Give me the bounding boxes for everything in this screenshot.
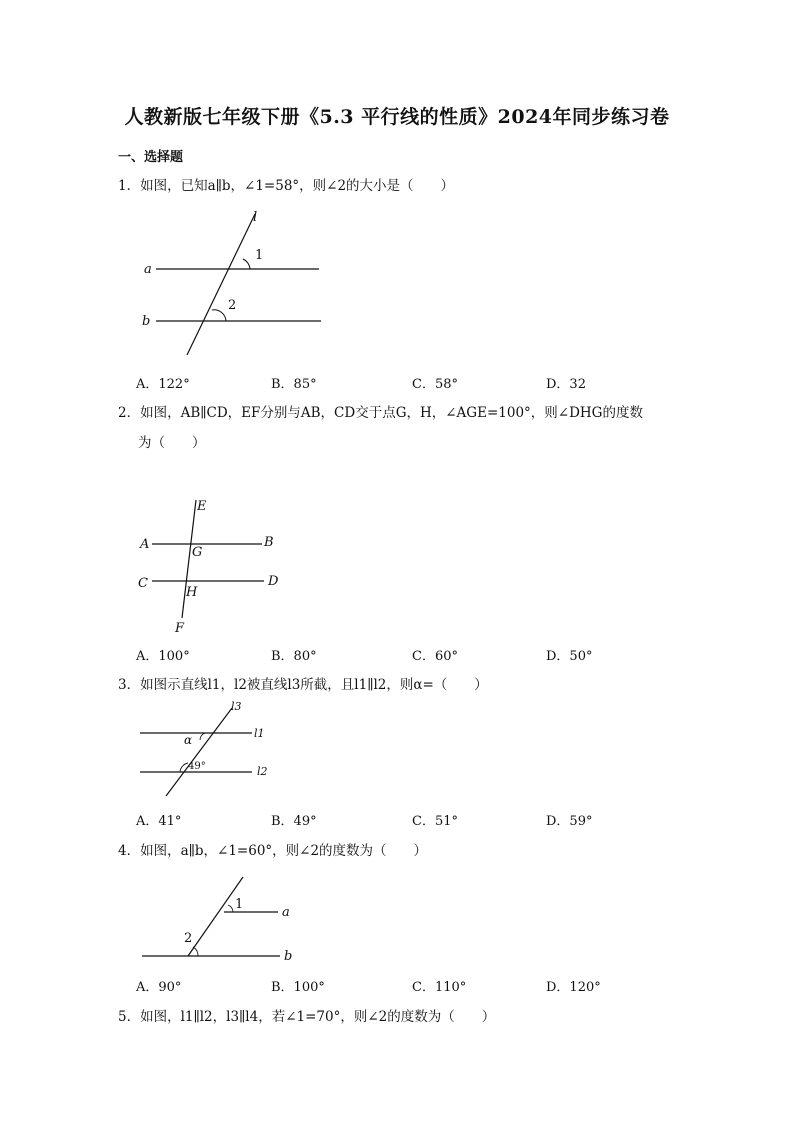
line-l — [187, 214, 255, 355]
label-a: a — [282, 905, 290, 920]
question-3 — [118, 670, 688, 700]
question-5 — [118, 1002, 688, 1032]
question-text: 2．如图，AB∥CD，EF分别与AB，CD交于点G，H，∠AGE=100°，则∠DHG的度数 — [118, 405, 643, 421]
option-b[interactable]: B．85° — [271, 377, 317, 392]
label-b: b — [284, 949, 293, 964]
label-f: F — [175, 621, 185, 636]
figure-3 — [136, 700, 286, 800]
question-2 — [118, 398, 688, 458]
option-a[interactable]: A．100° — [136, 649, 190, 664]
label-a: a — [144, 262, 152, 277]
options-2 — [136, 645, 656, 665]
options-4 — [136, 976, 656, 996]
label-l2: l2 — [257, 765, 268, 778]
option-a[interactable]: A．122° — [136, 377, 190, 392]
label-49: 49° — [188, 761, 206, 772]
label-l3: l3 — [231, 700, 242, 713]
label-1: 1 — [255, 248, 264, 263]
angle-2-arc — [212, 310, 226, 321]
label-2: 2 — [228, 298, 237, 313]
label-e: E — [197, 499, 207, 514]
label-a: A — [140, 537, 150, 552]
question-text-cont: 为（ ） — [138, 435, 206, 451]
option-d[interactable]: D．50° — [546, 649, 593, 664]
question-text: 5．如图，l1∥l2，l3∥l4，若∠1=70°，则∠2的度数为（ ） — [118, 1009, 496, 1025]
question-1 — [118, 171, 688, 201]
options-3 — [136, 810, 656, 830]
label-alpha: α — [184, 733, 193, 747]
label-l1: l1 — [254, 727, 265, 740]
label-g: G — [192, 545, 203, 560]
option-c[interactable]: C．58° — [412, 377, 458, 392]
option-c[interactable]: C．60° — [412, 649, 458, 664]
option-c[interactable]: C．110° — [412, 980, 467, 995]
question-text: 4．如图，a∥b，∠1=60°，则∠2的度数为（ ） — [118, 843, 428, 859]
option-d[interactable]: D．120° — [546, 980, 601, 995]
figure-1 — [140, 208, 340, 358]
option-a[interactable]: A．90° — [136, 980, 182, 995]
label-b: B — [264, 535, 274, 550]
option-d[interactable]: D．59° — [546, 814, 593, 829]
section-heading: 一、选择题 — [118, 150, 184, 165]
alpha-arc — [200, 733, 205, 740]
label-c: C — [138, 576, 148, 591]
option-b[interactable]: B．80° — [271, 649, 317, 664]
label-h: H — [186, 585, 198, 600]
label-l: l — [253, 210, 258, 225]
angle-1-arc — [243, 259, 250, 269]
question-text: 3．如图示直线l1，l2被直线l3所截，且l1∥l2，则α=（ ） — [118, 677, 488, 693]
label-d: D — [268, 574, 279, 589]
line-l3 — [166, 708, 232, 796]
option-a[interactable]: A．41° — [136, 814, 182, 829]
option-c[interactable]: C．51° — [412, 814, 458, 829]
option-b[interactable]: B．100° — [271, 980, 325, 995]
question-4 — [118, 836, 688, 866]
label-1: 1 — [235, 897, 244, 912]
transversal — [188, 877, 243, 956]
label-b: b — [142, 314, 151, 329]
option-d[interactable]: D．32 — [546, 377, 586, 392]
figure-4 — [140, 874, 310, 964]
angle-1-arc — [228, 905, 233, 912]
question-text: 1．如图，已知a∥b，∠1=58°，则∠2的大小是（ ） — [118, 178, 455, 194]
label-2: 2 — [184, 931, 193, 946]
page-title: 人教新版七年级下册《5.3 平行线的性质》2024年同步练习卷 — [124, 106, 670, 128]
options-1 — [136, 373, 656, 393]
option-b[interactable]: B．49° — [271, 814, 317, 829]
figure-2 — [136, 496, 296, 636]
